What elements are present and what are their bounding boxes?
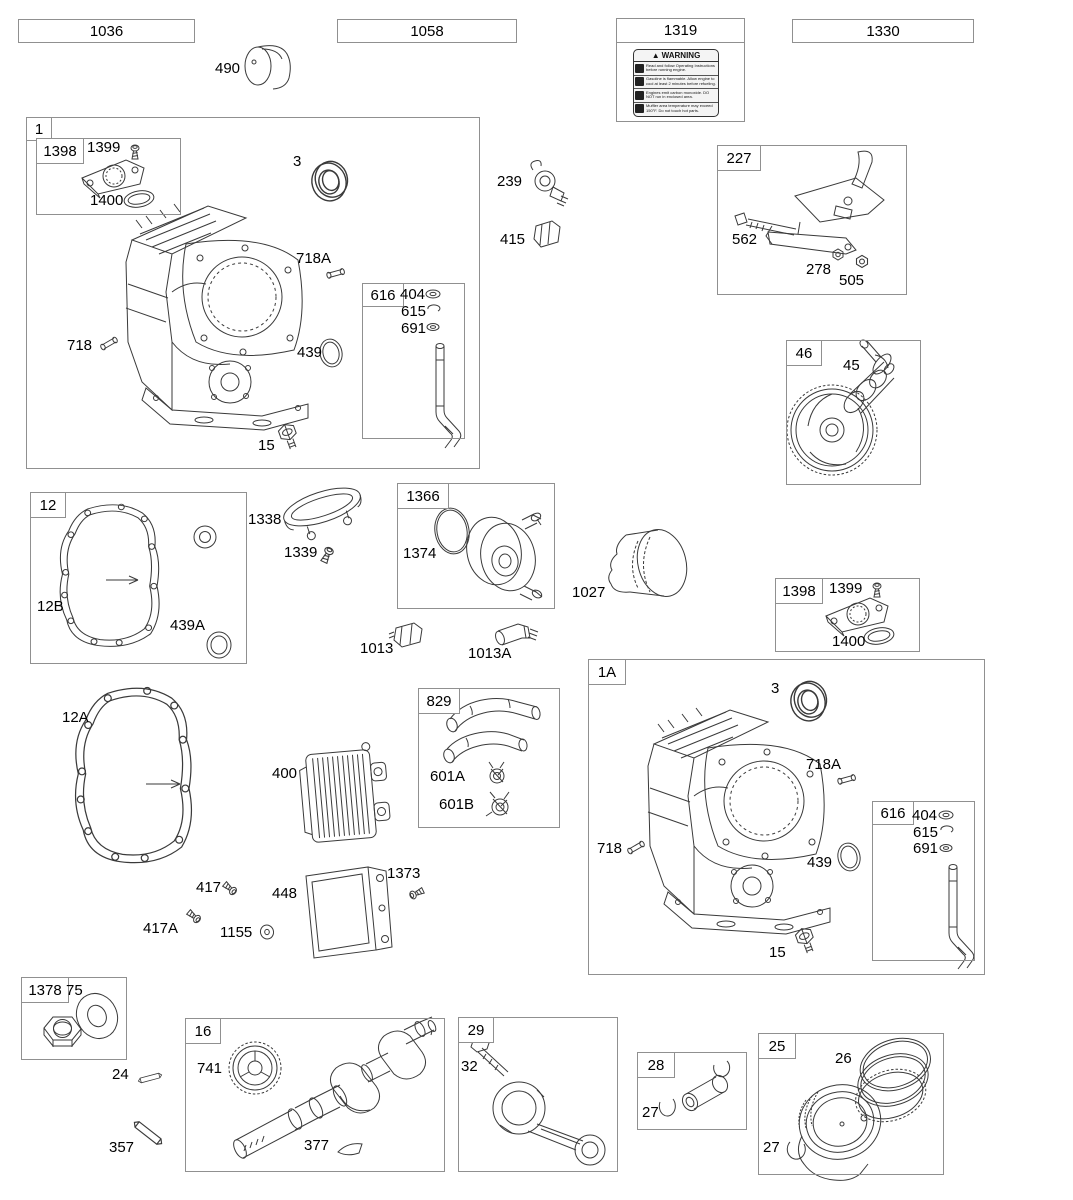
ref-box-1319-label: 1319 <box>617 19 744 43</box>
callout-404b[interactable]: 404 <box>912 807 938 824</box>
cover-448-drawing <box>306 867 392 958</box>
warning-row-text: Read and follow Operating Instructions before running engine. <box>646 62 715 73</box>
callout-1339[interactable]: 1339 <box>284 544 318 561</box>
ref-box-1058[interactable]: 1058 <box>337 19 517 43</box>
callout-718a[interactable]: 718 <box>67 337 93 354</box>
callout-15a[interactable]: 15 <box>258 437 275 454</box>
callout-415[interactable]: 415 <box>500 231 526 248</box>
callout-1155[interactable]: 1155 <box>220 924 253 941</box>
callout-26[interactable]: 26 <box>835 1050 852 1067</box>
crankcase-gasket-12A-drawing <box>76 687 192 862</box>
fuel-icon <box>635 77 644 86</box>
cup-plug-490-drawing <box>245 46 290 89</box>
warning-row-text: Gasoline is flammable. Allow engine to cool at least 2 minutes before refueling. <box>646 76 716 86</box>
key-24-drawing <box>138 1073 162 1084</box>
callout-601A[interactable]: 601A <box>430 768 466 785</box>
tag-box-12: 12 <box>30 492 66 518</box>
fitting-1013-drawing <box>389 623 422 647</box>
tag-box-1398b: 1398 <box>775 578 823 604</box>
callout-12A[interactable]: 12A <box>62 709 89 726</box>
screw-417-drawing <box>222 881 238 896</box>
tag-box-46: 46 <box>786 340 822 366</box>
screw-1373-drawing <box>409 887 425 900</box>
manual-icon <box>635 64 644 73</box>
callout-615b[interactable]: 615 <box>913 824 939 841</box>
callout-27a[interactable]: 27 <box>642 1104 659 1121</box>
callout-278[interactable]: 278 <box>806 261 832 278</box>
callout-3b[interactable]: 3 <box>771 680 780 697</box>
oil-filter-1027-drawing <box>609 524 694 602</box>
callout-1338[interactable]: 1338 <box>248 511 282 528</box>
oil-pressure-switch-239-drawing <box>531 161 568 206</box>
tag-box-28: 28 <box>637 1052 675 1078</box>
warning-row-text: Engines emit carbon monoxide. DO NOT run in enclosed area. <box>646 89 710 100</box>
callout-601B[interactable]: 601B <box>439 796 475 813</box>
callout-439a[interactable]: 439 <box>297 344 323 361</box>
warning-label <box>633 49 719 117</box>
callout-417A[interactable]: 417A <box>143 920 179 937</box>
callout-490[interactable]: 490 <box>215 60 241 77</box>
callout-439A[interactable]: 439A <box>170 617 206 634</box>
callout-75[interactable]: 75 <box>66 982 83 999</box>
callout-417[interactable]: 417 <box>196 879 222 896</box>
tag-box-616b: 616 <box>872 801 914 825</box>
warning-row-text: Muffler area temperature may exceed 150°F. Do not touch hot parts. <box>646 103 713 113</box>
tag-box-1398a: 1398 <box>36 138 84 164</box>
callout-1399a[interactable]: 1399 <box>87 139 121 156</box>
ref-box-1036[interactable]: 1036 <box>18 19 195 43</box>
warning-title: WARNING <box>661 51 701 60</box>
tag-box-16: 16 <box>185 1018 221 1044</box>
callout-3a[interactable]: 3 <box>293 153 302 170</box>
callout-1400b[interactable]: 1400 <box>832 633 866 650</box>
callout-718Ab[interactable]: 718A <box>806 756 842 773</box>
plug-415-drawing <box>534 221 560 247</box>
screw-417A-drawing <box>186 909 202 924</box>
callout-562[interactable]: 562 <box>732 231 758 248</box>
tag-box-29: 29 <box>458 1017 494 1043</box>
tag-box-1: 1 <box>26 117 52 141</box>
callout-718Aa[interactable]: 718A <box>296 250 332 267</box>
callout-377[interactable]: 377 <box>304 1137 330 1154</box>
callout-27b[interactable]: 27 <box>763 1139 780 1156</box>
callout-448[interactable]: 448 <box>272 885 298 902</box>
callout-718b[interactable]: 718 <box>597 840 623 857</box>
tag-box-616a: 616 <box>362 283 404 307</box>
key-357-drawing <box>132 1120 163 1147</box>
callout-505[interactable]: 505 <box>839 272 865 289</box>
warning-triangle-icon: ▲ <box>651 51 660 60</box>
callout-439b[interactable]: 439 <box>807 854 833 871</box>
callout-24[interactable]: 24 <box>112 1066 129 1083</box>
exhaust-icon <box>635 91 644 100</box>
tag-box-227: 227 <box>717 145 761 171</box>
regulator-400-drawing <box>298 741 392 843</box>
callout-741[interactable]: 741 <box>197 1060 223 1077</box>
ref-box-1330[interactable]: 1330 <box>792 19 974 43</box>
callout-1013A[interactable]: 1013A <box>468 645 512 662</box>
callout-357[interactable]: 357 <box>109 1139 135 1156</box>
callout-1400a[interactable]: 1400 <box>90 192 124 209</box>
callout-1374[interactable]: 1374 <box>403 545 437 562</box>
callout-239[interactable]: 239 <box>497 173 523 190</box>
callout-691a[interactable]: 691 <box>401 320 427 337</box>
callout-400[interactable]: 400 <box>272 765 298 782</box>
callout-1373[interactable]: 1373 <box>387 865 421 882</box>
washer-1155-drawing <box>259 924 275 941</box>
ref-box-1319[interactable] <box>616 18 745 122</box>
callout-32[interactable]: 32 <box>461 1058 478 1075</box>
callout-1013[interactable]: 1013 <box>360 640 394 657</box>
callout-691b[interactable]: 691 <box>913 840 939 857</box>
tag-box-1366: 1366 <box>397 483 449 509</box>
hot-surface-icon <box>635 104 644 113</box>
tag-box-1378: 1378 <box>21 977 69 1003</box>
callout-12B[interactable]: 12B <box>37 598 64 615</box>
tag-box-829: 829 <box>418 688 460 714</box>
callout-615a[interactable]: 615 <box>401 303 427 320</box>
callout-1027[interactable]: 1027 <box>572 584 606 601</box>
tag-box-25: 25 <box>758 1033 796 1059</box>
callout-1399b[interactable]: 1399 <box>829 580 863 597</box>
callout-404a[interactable]: 404 <box>400 286 426 303</box>
fitting-1013A-drawing <box>494 624 538 646</box>
tag-box-1A: 1A <box>588 659 626 685</box>
callout-45[interactable]: 45 <box>843 357 860 374</box>
callout-15b[interactable]: 15 <box>769 944 786 961</box>
